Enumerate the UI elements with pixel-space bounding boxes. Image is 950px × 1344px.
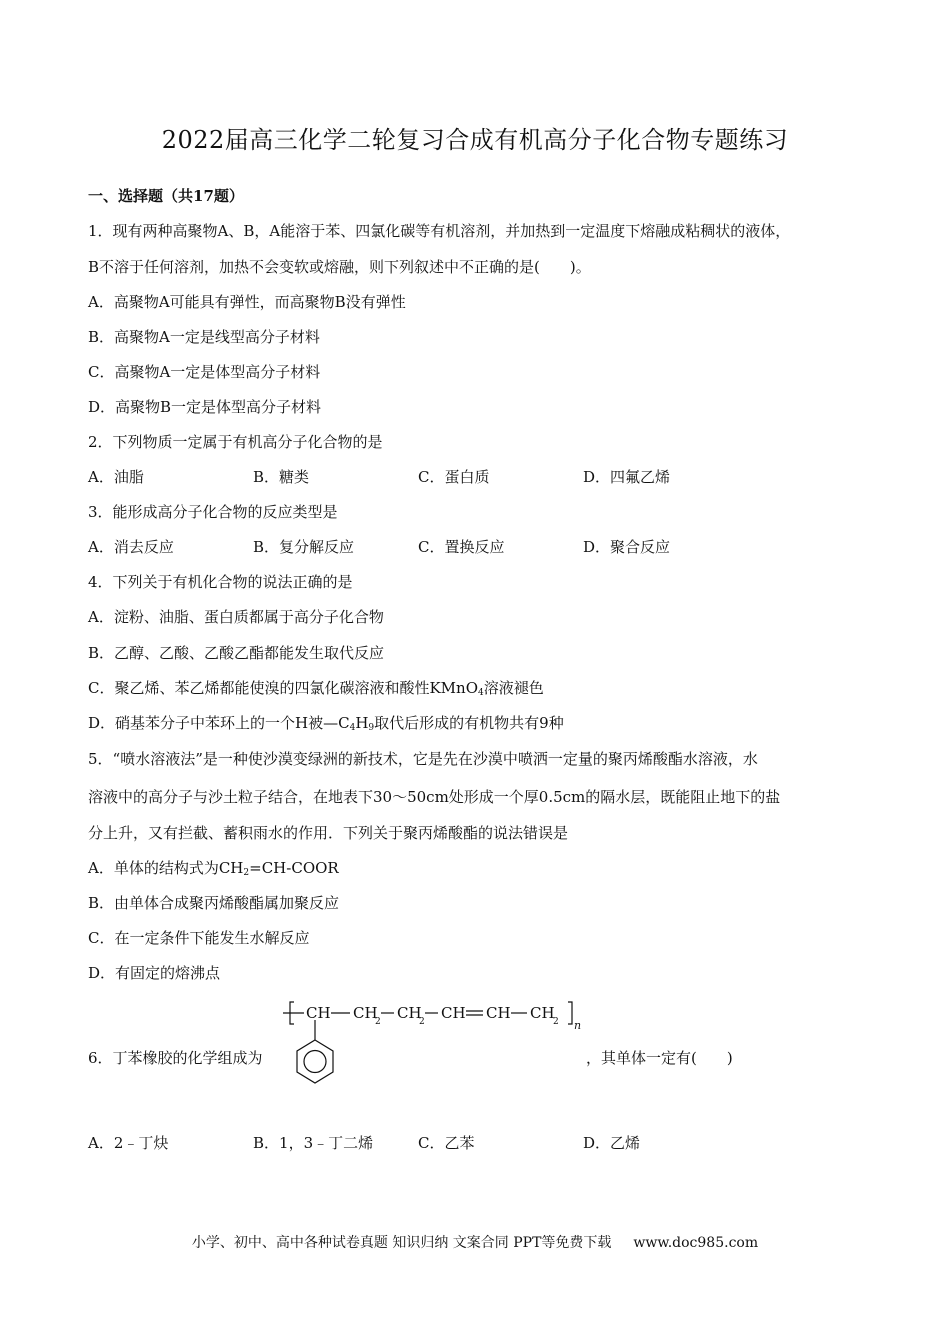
q1-option-a: A．高聚物A可能具有弹性，而高聚物B没有弹性: [88, 293, 406, 311]
formula-ch-3: CH: [441, 1004, 466, 1022]
q5-option-b: B．由单体合成聚丙烯酸酯属加聚反应: [88, 894, 340, 912]
page-footer: [0, 1232, 950, 1252]
formula-sub-c: 2: [553, 1017, 559, 1027]
q1-stem-line1: 1．现有两种高聚物A、B，A能溶于苯、四氯化碳等有机溶剂，并加热到一定温度下熔融成粘稠状的液体，: [88, 222, 791, 240]
q2-option-c: C．蛋白质: [418, 468, 490, 486]
q5-option-a: [88, 857, 339, 878]
q5-option-a-text: A．单体的结构式为CH: [88, 859, 244, 877]
q4-option-c-text: C．聚乙烯、苯乙烯都能使溴的四氯化碳溶液和酸性KMnO: [88, 679, 479, 697]
q4-option-d-text-end: 取代后形成的有机物共有9种: [374, 714, 564, 732]
q6-option-c: C．乙苯: [418, 1134, 475, 1152]
q3-option-a: A．消去反应: [88, 538, 174, 556]
formula-ch2-a: CH: [353, 1004, 378, 1022]
q4-option-c-subscript: 4: [478, 688, 484, 698]
q5-option-a-text-end: =CH-COOR: [249, 859, 339, 877]
q4-option-c-text-end: 溶液褪色: [483, 679, 544, 697]
q3-option-b: B．复分解反应: [253, 538, 355, 556]
q4-option-a: A．淀粉、油脂、蛋白质都属于高分子化合物: [88, 608, 384, 626]
q2-option-b: B．糖类: [253, 468, 310, 486]
q2-option-d: D．四氟乙烯: [583, 468, 671, 486]
q6-option-a: A．2﹣丁炔: [88, 1134, 169, 1152]
q4-stem: 4．下列关于有机化合物的说法正确的是: [88, 573, 353, 591]
q3-option-c: C．置换反应: [418, 538, 505, 556]
formula-sub-a: 2: [375, 1017, 381, 1027]
q5-stem-line3: 分上升，又有拦截、蓄积雨水的作用．下列关于聚丙烯酸酯的说法错误是: [88, 824, 569, 842]
q1-option-c: C．高聚物A一定是体型高分子材料: [88, 363, 321, 381]
q5-option-c: C．在一定条件下能发生水解反应: [88, 929, 310, 947]
styrene-butadiene-rubber-formula: [282, 996, 592, 1096]
q4-option-d: [88, 712, 564, 733]
q1-option-d: D．高聚物B一定是体型高分子材料: [88, 398, 322, 416]
q6-option-b: B．1，3﹣丁二烯: [253, 1134, 374, 1152]
formula-ch-4: CH: [486, 1004, 511, 1022]
page-title: 2022届高三化学二轮复习合成有机高分子化合物专题练习: [161, 126, 789, 154]
q3-stem: 3．能形成高分子化合物的反应类型是: [88, 503, 338, 521]
formula-ch2-c: CH: [530, 1004, 555, 1022]
formula-sub-b: 2: [419, 1017, 425, 1027]
q6-option-d: D．乙烯: [583, 1134, 641, 1152]
q5-stem-line1: 5．“喷水溶液法”是一种使沙漠变绿洲的新技术，它是先在沙漠中喷洒一定量的聚丙烯酸酯水溶液，水: [88, 750, 758, 768]
q6-stem-end: ，其单体一定有( ): [586, 1049, 733, 1067]
formula-ch-1: CH: [306, 1004, 331, 1022]
footer-text: 小学、初中、高中各种试卷真题 知识归纳 文案合同 PPT等免费下载: [191, 1235, 612, 1251]
footer-url[interactable]: www.doc985.com: [633, 1235, 759, 1251]
q2-option-a: A．油脂: [88, 468, 144, 486]
section-heading: 一、选择题（共17题）: [88, 187, 244, 205]
formula-n: n: [574, 1019, 582, 1032]
q5-option-d: D．有固定的熔沸点: [88, 964, 221, 982]
q5-stem-line2: 溶液中的高分子与沙土粒子结合，在地表下30～50cm处形成一个厚0.5cm的隔水层，既能阻止地下的盐: [88, 788, 781, 806]
q3-option-d: D．聚合反应: [583, 538, 671, 556]
q1-option-b: B．高聚物A一定是线型高分子材料: [88, 328, 320, 346]
q4-option-d-subscript-1: 4: [349, 723, 356, 733]
q6-stem-start: 6．丁苯橡胶的化学组成为: [88, 1049, 263, 1067]
q1-stem-line2: B不溶于任何溶剂，加热不会变软或熔融，则下列叙述中不正确的是( )。: [88, 258, 591, 276]
q5-option-a-subscript: 2: [243, 868, 250, 878]
q4-option-b: B．乙醇、乙酸、乙酸乙酯都能发生取代反应: [88, 644, 385, 662]
q4-option-c: [88, 677, 544, 698]
q4-option-d-text: D．硝基苯分子中苯环上的一个H被—C: [88, 714, 350, 732]
formula-ch2-b: CH: [397, 1004, 422, 1022]
q4-option-d-subscript-2: 9: [368, 723, 375, 733]
q4-option-d-text-mid: H: [355, 714, 369, 732]
q2-stem: 2．下列物质一定属于有机高分子化合物的是: [88, 433, 383, 451]
